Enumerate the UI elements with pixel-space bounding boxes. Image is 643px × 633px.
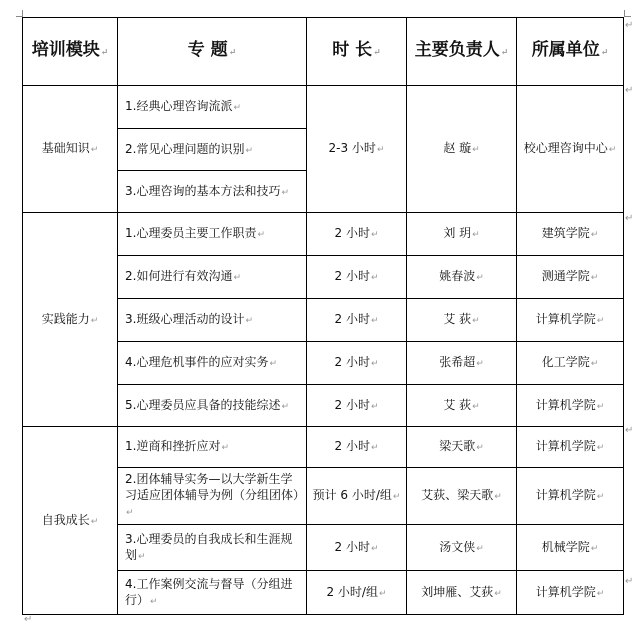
duration-cell: 2 小时↵ bbox=[307, 525, 407, 571]
duration-cell: 2 小时↵ bbox=[307, 256, 407, 299]
unit-cell: 校心理咨询中心↵ bbox=[517, 86, 624, 213]
paragraph-mark: ↵ bbox=[625, 213, 634, 224]
duration-cell: 2 小时/组↵ bbox=[307, 571, 407, 615]
training-schedule-table bbox=[22, 17, 624, 615]
topic-cell: 1.心理委员主要工作职责↵ bbox=[118, 213, 307, 256]
unit-cell: 计算机学院↵ bbox=[517, 468, 624, 525]
paragraph-mark: ↵ bbox=[625, 576, 634, 587]
lead-cell: 赵 璇↵ bbox=[407, 86, 517, 213]
lead-cell: 艾荻、梁天歌↵ bbox=[407, 468, 517, 525]
unit-cell: 建筑学院↵ bbox=[517, 213, 624, 256]
duration-cell: 2 小时↵ bbox=[307, 427, 407, 468]
lead-cell: 姚春波↵ bbox=[407, 256, 517, 299]
duration-cell: 2 小时↵ bbox=[307, 299, 407, 342]
topic-cell: 3.心理咨询的基本方法和技巧↵ bbox=[118, 171, 307, 213]
duration-cell: 2-3 小时↵ bbox=[307, 86, 407, 213]
header-unit: 所属单位↵ bbox=[517, 18, 624, 86]
page-corner-mark bbox=[16, 10, 23, 17]
table-header-row bbox=[23, 18, 624, 86]
unit-cell: 测通学院↵ bbox=[517, 256, 624, 299]
lead-cell: 汤文侠↵ bbox=[407, 525, 517, 571]
lead-cell: 艾 荻↵ bbox=[407, 299, 517, 342]
module-cell: 基础知识↵ bbox=[23, 86, 118, 213]
paragraph-mark: ↵ bbox=[625, 85, 634, 96]
topic-cell: 1.逆商和挫折应对↵ bbox=[118, 427, 307, 468]
unit-cell: 计算机学院↵ bbox=[517, 427, 624, 468]
unit-cell: 计算机学院↵ bbox=[517, 385, 624, 427]
module-cell: 自我成长↵ bbox=[23, 427, 118, 615]
header-module: 培训模块↵ bbox=[23, 18, 118, 86]
topic-cell: 1.经典心理咨询流派↵ bbox=[118, 86, 307, 129]
page-corner-mark bbox=[624, 10, 631, 17]
duration-cell: 2 小时↵ bbox=[307, 342, 407, 385]
header-lead: 主要负责人↵ bbox=[407, 18, 517, 86]
table-row bbox=[23, 427, 624, 468]
paragraph-mark: ↵ bbox=[24, 614, 33, 625]
module-cell: 实践能力↵ bbox=[23, 213, 118, 427]
paragraph-mark: ↵ bbox=[625, 425, 634, 436]
duration-cell: 2 小时↵ bbox=[307, 213, 407, 256]
unit-cell: 计算机学院↵ bbox=[517, 299, 624, 342]
topic-cell: 2.如何进行有效沟通↵ bbox=[118, 256, 307, 299]
unit-cell: 计算机学院↵ bbox=[517, 571, 624, 615]
paragraph-mark: ↵ bbox=[625, 20, 634, 31]
table-row bbox=[23, 86, 624, 129]
header-duration: 时 长↵ bbox=[307, 18, 407, 86]
topic-cell: 4.心理危机事件的应对实务↵ bbox=[118, 342, 307, 385]
topic-cell: 4.工作案例交流与督导（分组进行）↵ bbox=[118, 571, 307, 615]
topic-cell: 3.班级心理活动的设计↵ bbox=[118, 299, 307, 342]
unit-cell: 化工学院↵ bbox=[517, 342, 624, 385]
topic-cell: 5.心理委员应具备的技能综述↵ bbox=[118, 385, 307, 427]
lead-cell: 梁天歌↵ bbox=[407, 427, 517, 468]
duration-cell: 预计 6 小时/组↵ bbox=[307, 468, 407, 525]
lead-cell: 刘坤雁、艾荻↵ bbox=[407, 571, 517, 615]
lead-cell: 艾 荻↵ bbox=[407, 385, 517, 427]
table-row bbox=[23, 213, 624, 256]
lead-cell: 刘 玥↵ bbox=[407, 213, 517, 256]
topic-cell: 2.团体辅导实务—以大学新生学习适应团体辅导为例（分组团体）↵ bbox=[118, 468, 307, 525]
topic-cell: 3.心理委员的自我成长和生涯规划↵ bbox=[118, 525, 307, 571]
topic-cell: 2.常见心理问题的识别↵ bbox=[118, 129, 307, 171]
lead-cell: 张希超↵ bbox=[407, 342, 517, 385]
unit-cell: 机械学院↵ bbox=[517, 525, 624, 571]
duration-cell: 2 小时↵ bbox=[307, 385, 407, 427]
header-topic: 专 题↵ bbox=[118, 18, 307, 86]
